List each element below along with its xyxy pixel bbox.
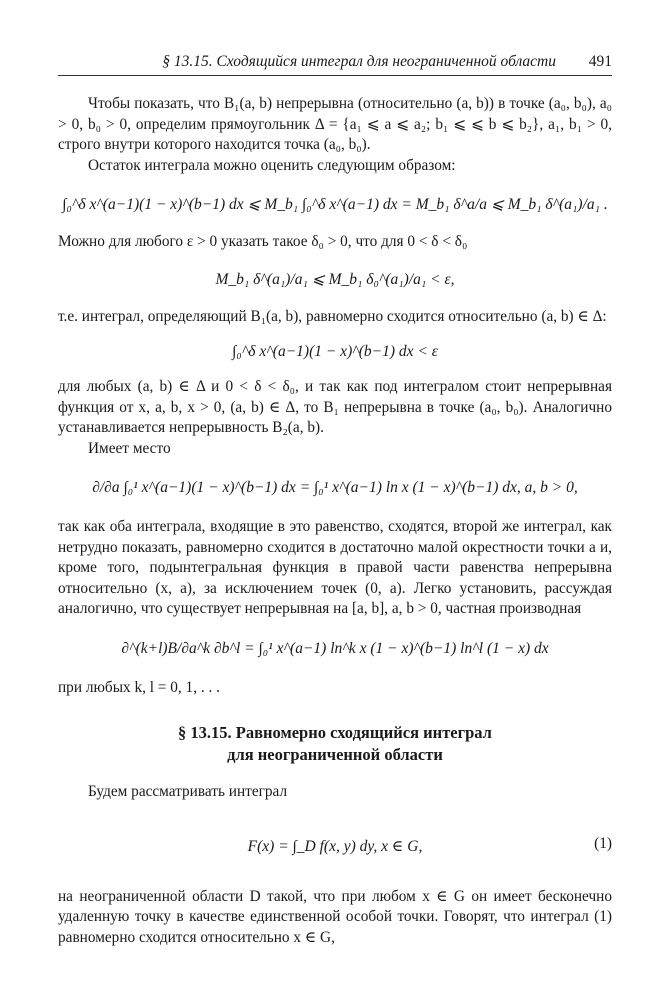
equation-2: M_b₁ δ^(a₁)/a₁ ⩽ M_b₁ δ₀^(a₁)/a₁ < ε, (215, 270, 455, 288)
paragraph-4: т.е. интеграл, определяющий B₁(a, b), равномерно сходится относительно (a, b) ∈ Δ: (58, 307, 607, 325)
running-header (58, 53, 612, 75)
page-body (58, 94, 612, 948)
section-heading (58, 722, 612, 766)
section-heading-line-1: § 13.15. Равномерно сходящийся интеграл (178, 723, 492, 742)
paragraph-10: на неограниченной области D такой, что при любом x ∈ G он имеет бесконечно удаленную точку в качестве единственной особой точки. Говорят, что интеграл (1) равномерно сходится относительно x ∈ G, (58, 887, 612, 946)
equation-6-box (58, 817, 612, 877)
equation-6: F(x) = ∫_D f(x, y) dy, x ∈ G, (247, 837, 423, 855)
paragraph-3: Можно для любого ε > 0 указать такое δ₀ > 0, что для 0 < δ < δ₀ (58, 233, 468, 250)
equation-6-number: (1) (594, 834, 612, 852)
paragraph-7: так как оба интеграла, входящие в это равенство, сходятся, второй же интеграл, как нетрудно показать, равномерно сходится в достаточно малой окрестности точки a и, кроме того, подынтегральная функция в правой части равенства непрерывна относительно (x, a), за исключением точек (0, a). Легко установить, рассуждая аналогично, что существует непрерывная на [a, b], a, b > 0, частная производная (58, 518, 612, 617)
page-number: 491 (588, 53, 612, 70)
equation-3: ∫₀^δ x^(a−1)(1 − x)^(b−1) dx < ε (232, 343, 438, 360)
paragraph-6: Имеет место (88, 439, 171, 457)
book-page (58, 0, 612, 1000)
running-title: § 13.15. Сходящийся интеграл для неограниченной области (162, 53, 556, 70)
header-rule (58, 75, 612, 76)
section-heading-line-2: для неограниченной области (227, 745, 443, 764)
paragraph-8: при любых k, l = 0, 1, . . . (58, 678, 220, 696)
paragraph-1: Чтобы показать, что B₁(a, b) непрерывна (относительно (a, b)) в точке (a₀, b₀), a₀ > 0, b₀ > 0, определим прямоугольник Δ = {a₁ ⩽ a ⩽ a₂; b₁ ⩽ ⩽ b ⩽ b₂}, a₁, b₁ > 0, строго внутри которого находится точка (a₀, b₀). (58, 95, 612, 153)
equation-4: ∂/∂a ∫₀¹ x^(a−1)(1 − x)^(b−1) dx = ∫₀¹ x^(a−1) ln x (1 − x)^(b−1) dx, a, b > 0, (92, 479, 578, 496)
paragraph-9: Будем рассматривать интеграл (88, 783, 288, 800)
equation-1: ∫₀^δ x^(a−1)(1 − x)^(b−1) dx ⩽ M_b₁ ∫₀^δ x^(a−1) dx = M_b₁ δ^a/a ⩽ M_b₁ δ^(a₁)/a₁ . (62, 196, 608, 213)
equation-5: ∂^(k+l)B/∂a^k ∂b^l = ∫₀¹ x^(a−1) ln^k x (1 − x)^(b−1) ln^l (1 − x) dx (121, 639, 549, 657)
paragraph-2: Остаток интеграла можно оценить следующим образом: (88, 156, 456, 174)
paragraph-5: для любых (a, b) ∈ Δ и 0 < δ < δ₀, и так как под интегралом стоит непрерывная функция от x, a, b, x > 0, (a, b) ∈ Δ, то B₁ непрерывна в точке (a₀, b₀). Аналогично устанавливается непрерывность B₂(a, b). (58, 378, 612, 436)
